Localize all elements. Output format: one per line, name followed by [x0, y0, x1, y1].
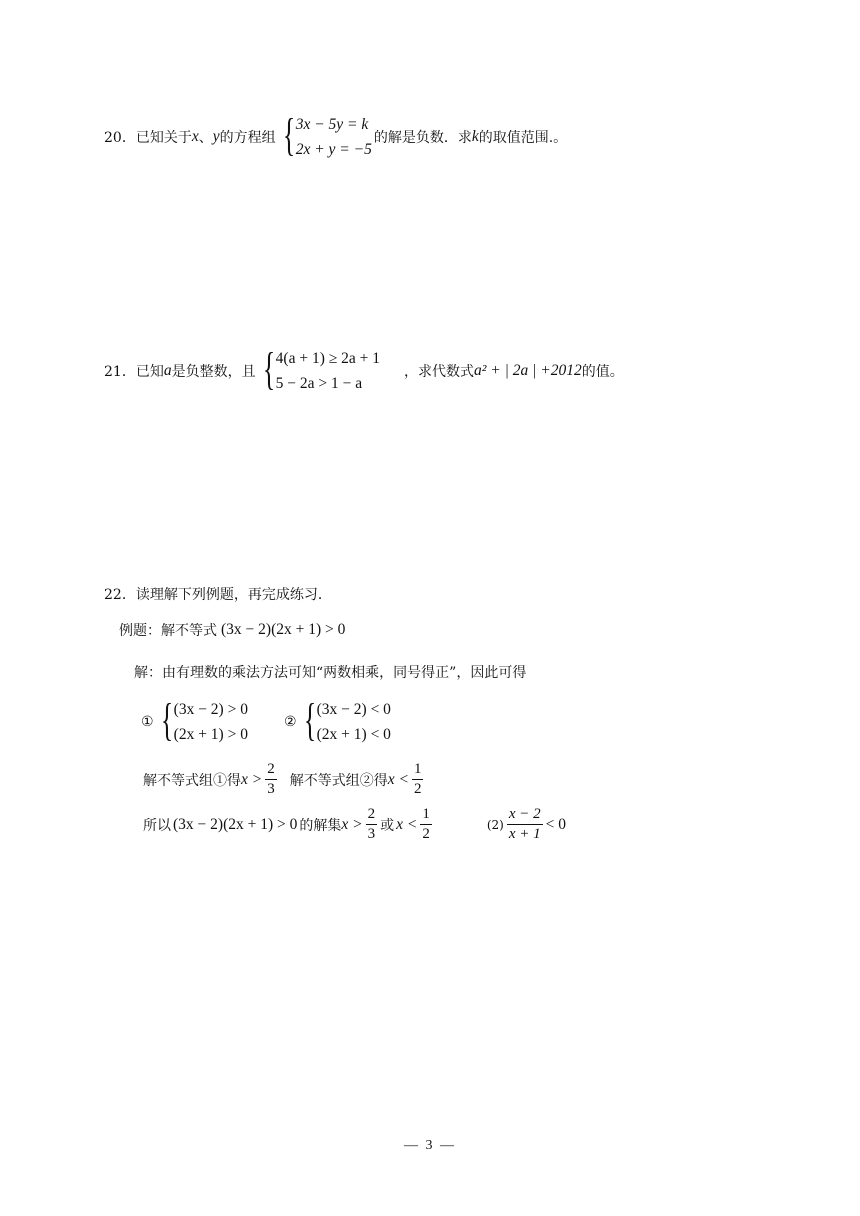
- fraction-denominator: 2: [413, 781, 422, 797]
- fraction-numerator: 2: [366, 805, 378, 825]
- q20-number: 20．: [104, 130, 136, 146]
- q22-final-prefix: 所以: [143, 817, 171, 834]
- q22-case2-line1: (3x − 2) < 0: [316, 701, 391, 718]
- q22-final-fraction-1: [366, 805, 378, 844]
- q20-var-k: k: [471, 128, 479, 145]
- q22-case1-system: [156, 694, 248, 747]
- q22-solution-label: 解：由有理数的乘法方法可知“两数相乘，同号得正”，因此可得: [134, 665, 527, 681]
- q22-res2-text: 解不等式组②得: [289, 772, 388, 789]
- q22-res1-text: 解不等式组①得: [143, 772, 241, 789]
- q22-final-expr: (3x − 2)(2x + 1) > 0: [173, 815, 298, 833]
- q20-suffix1: 的解是负数．求: [373, 130, 472, 146]
- q21-end: 的值。: [581, 364, 624, 380]
- q20-prefix: 已知关于: [135, 130, 192, 146]
- q22-case1-mark: ①: [141, 714, 154, 730]
- q22-final-fraction-2: [420, 805, 432, 844]
- fraction-numerator: 1: [420, 805, 432, 825]
- q21-var-a: a: [163, 362, 172, 379]
- q20-equation-2: 2x + y = −5: [295, 141, 372, 158]
- q22-solution-text: [134, 662, 526, 682]
- left-brace-icon: {: [282, 109, 295, 160]
- q22-exercise2-label: (2): [486, 817, 504, 832]
- fraction-numerator: 1: [412, 760, 424, 780]
- q22-number: 22．: [104, 587, 136, 603]
- q22-final-mid: 的解集: [299, 817, 342, 834]
- question-22-heading: [104, 584, 332, 604]
- q21-tail: ，求代数式: [404, 364, 474, 380]
- fraction-denominator: 2: [422, 826, 430, 842]
- q21-inequality-1: 4(a + 1) ≥ 2a + 1: [275, 350, 380, 367]
- q20-suffix2: 的取值范围.。: [478, 130, 568, 146]
- q20-sep: 、: [198, 130, 213, 146]
- question-20: [104, 109, 568, 162]
- fraction-denominator: 3: [367, 826, 376, 842]
- question-21: [104, 343, 624, 396]
- q22-final-x1: x >: [341, 815, 363, 833]
- q22-case2-system: [299, 694, 391, 747]
- fraction-denominator: x + 1: [508, 826, 541, 842]
- q21-inequality-system: [258, 343, 380, 396]
- q22-case1-line1: (3x − 2) > 0: [173, 701, 248, 718]
- q21-expression: a² + | 2a | +2012: [474, 362, 582, 379]
- q21-prefix: 已知: [135, 364, 164, 380]
- q22-res1-fraction: [265, 760, 277, 799]
- fraction-numerator: 2: [265, 760, 277, 780]
- q22-res2-fraction: [412, 760, 424, 799]
- q22-exercise2-relation: < 0: [545, 815, 566, 833]
- q22-results: [143, 760, 426, 799]
- q21-mid: 是负整数，且: [171, 364, 256, 380]
- q22-example-expr: (3x − 2)(2x + 1) > 0: [221, 621, 346, 638]
- q22-example: [119, 620, 345, 640]
- q22-exercise2-fraction: [507, 805, 543, 844]
- q22-case2-line2: (2x + 1) < 0: [316, 726, 391, 743]
- q20-var-y: y: [212, 128, 220, 145]
- left-brace-icon: {: [160, 694, 173, 745]
- q22-final: [143, 805, 566, 844]
- q21-inequality-2: 5 − 2a > 1 − a: [275, 375, 363, 392]
- q22-res2-expr: x <: [387, 770, 409, 788]
- q22-example-label: 例题：解不等式: [119, 623, 217, 639]
- left-brace-icon: {: [262, 343, 275, 394]
- q22-case1-line2: (2x + 1) > 0: [173, 726, 248, 743]
- q20-equation-1: 3x − 5y = k: [295, 116, 369, 133]
- q21-number: 21．: [104, 364, 136, 380]
- q22-cases: [141, 694, 393, 747]
- q20-mid: 的方程组: [219, 130, 276, 146]
- q22-case2-mark: ②: [283, 714, 297, 730]
- q20-var-x: x: [191, 128, 199, 145]
- left-brace-icon: {: [303, 694, 316, 745]
- page-number: — 3 —: [404, 1138, 456, 1153]
- fraction-denominator: 3: [267, 781, 275, 797]
- q22-final-or: 或: [380, 817, 395, 834]
- q22-intro: 读理解下列例题，再完成练习．: [135, 587, 332, 603]
- q22-final-x2: x <: [396, 815, 418, 833]
- q22-res1-expr: x >: [241, 770, 263, 788]
- q20-equation-system: [278, 109, 372, 162]
- fraction-numerator: x − 2: [507, 805, 543, 825]
